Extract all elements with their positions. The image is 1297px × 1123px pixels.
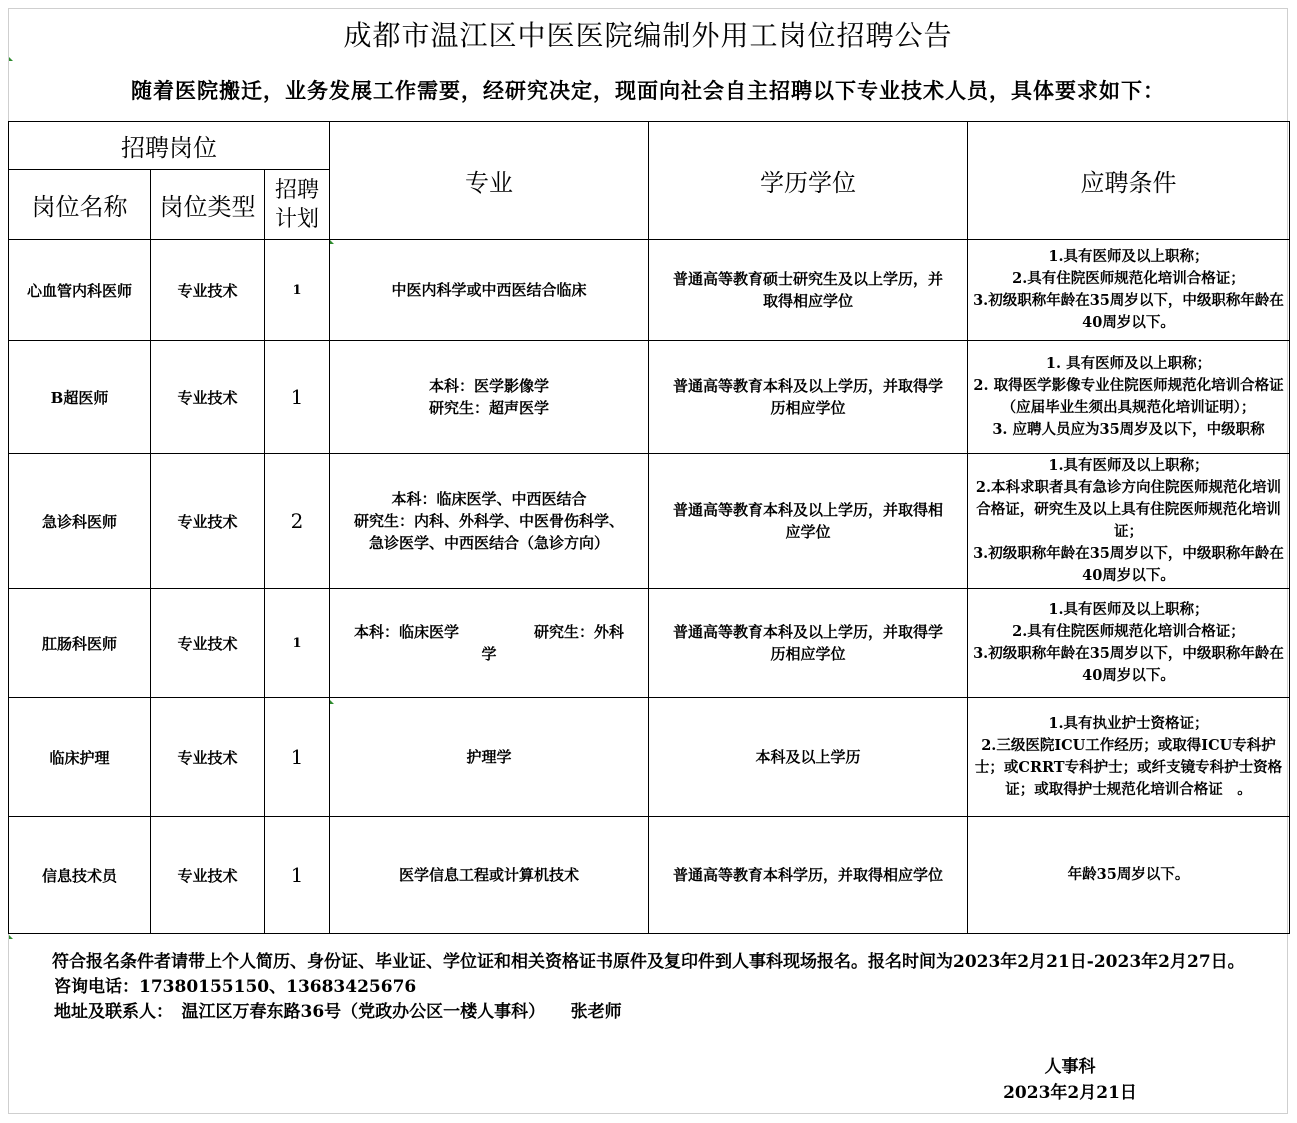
requirements-cell (968, 454, 1290, 589)
position-name-cell: B超医师 (9, 341, 151, 454)
requirement-item: 1.具有医师及以上职称； (1048, 248, 1209, 265)
header-plan (265, 170, 330, 240)
signature-date: 2023年2月21日 (1003, 1083, 1137, 1103)
requirement-item: 2.具有住院医师规范化培训合格证； (1012, 270, 1245, 287)
cell-marker (330, 240, 334, 244)
position-name-cell: 心血管内科医师 (9, 240, 151, 341)
requirement-item: 1.具有执业护士资格证； (1048, 715, 1209, 732)
education-cell (649, 341, 968, 454)
header-plan-line2: 计划 (274, 206, 319, 232)
education-line: 取得相应学位 (762, 292, 853, 310)
cell-marker (9, 57, 13, 61)
signature-department: 人事科 (1044, 1057, 1096, 1077)
contact-phone: 咨询电话：17380155150、13683425676 (54, 977, 417, 997)
major-line: 医学信息工程或计算机技术 (398, 866, 579, 884)
education-cell (649, 240, 968, 341)
requirement-item: 2.具有住院医师规范化培训合格证； (1012, 623, 1245, 640)
requirements-cell (968, 698, 1290, 817)
major-line: 本科：临床医学 研究生：外科 (353, 623, 624, 641)
requirements-cell (968, 240, 1290, 341)
education-line: 历相应学位 (770, 399, 846, 417)
major-line: 研究生：内科、外科学、中医骨伤科学、 (353, 512, 624, 530)
position-name-cell: 急诊科医师 (9, 454, 151, 589)
requirement-item: 年龄35周岁以下。 (1067, 866, 1190, 883)
intro-paragraph: 随着医院搬迁，业务发展工作需要，经研究决定，现面向社会自主招聘以下专业技术人员，具体要求如下： (131, 78, 1165, 103)
major-line: 学 (481, 645, 497, 663)
contact-address: 地址及联系人： 温江区万春东路36号（党政办公区一楼人事科） 张老师 (54, 1002, 622, 1022)
footer (14, 950, 1282, 1025)
requirement-item: 2.本科求职者具有急诊方向住院医师规范化培训合格证，研究生及以上具有住院医师规范化培训证； (975, 479, 1282, 540)
plan-count-cell: 1 (265, 240, 330, 341)
education-line: 普通高等教育本科及以上学历，并取得学 (672, 623, 943, 641)
plan-count-cell: 1 (265, 817, 330, 934)
position-type-cell: 专业技术 (151, 341, 265, 454)
major-line: 本科：医学影像学 (428, 377, 549, 395)
education-line: 应学位 (785, 523, 831, 541)
requirement-item: 3. 应聘人员应为35周岁及以下，中级职称 (992, 421, 1265, 438)
major-cell (330, 454, 649, 589)
position-name-cell: 信息技术员 (9, 817, 151, 934)
plan-count-cell: 1 (265, 341, 330, 454)
table-row (9, 817, 1290, 934)
major-cell (330, 698, 649, 817)
education-cell (649, 454, 968, 589)
table-body (9, 240, 1290, 934)
cell-marker (330, 700, 334, 704)
major-cell (330, 240, 649, 341)
major-line: 本科：临床医学、中西医结合 (391, 490, 587, 508)
major-cell (330, 817, 649, 934)
plan-count-cell: 2 (265, 454, 330, 589)
position-name-cell: 临床护理 (9, 698, 151, 817)
education-line: 普通高等教育本科学历，并取得相应学位 (672, 866, 943, 884)
table-row (9, 454, 1290, 589)
header-recruitment-position: 招聘岗位 (9, 122, 330, 170)
requirement-item: 3.初级职称年龄在35周岁以下，中级职称年龄在40周岁以下。 (973, 645, 1284, 684)
requirement-item: 2.三级医院ICU工作经历；或取得ICU专科护士；或CRRT专科护士；或纤支镜专科护士资格证；或取得护士规范化培训合格证 。 (974, 737, 1283, 798)
education-cell (649, 589, 968, 698)
position-type-cell: 专业技术 (151, 589, 265, 698)
page-title: 成都市温江区中医医院编制外用工岗位招聘公告 (343, 19, 953, 52)
major-line: 护理学 (466, 748, 512, 766)
plan-count-cell: 1 (265, 589, 330, 698)
header-education: 学历学位 (649, 122, 968, 240)
requirement-item: 1.具有医师及以上职称； (1048, 457, 1209, 474)
table-row (9, 698, 1290, 817)
position-type-cell: 专业技术 (151, 698, 265, 817)
table-row (9, 589, 1290, 698)
position-type-cell: 专业技术 (151, 454, 265, 589)
major-line: 中医内科学或中西医结合临床 (391, 281, 587, 299)
requirements-cell (968, 341, 1290, 454)
position-type-cell: 专业技术 (151, 817, 265, 934)
header-position-type: 岗位类型 (151, 170, 265, 240)
header-major: 专业 (330, 122, 649, 240)
education-line: 普通高等教育本科及以上学历，并取得学 (672, 377, 943, 395)
header-position-name: 岗位名称 (9, 170, 151, 240)
education-line: 普通高等教育硕士研究生及以上学历，并 (672, 270, 943, 288)
recruitment-table (8, 121, 1290, 934)
table-row (9, 240, 1290, 341)
position-type-cell: 专业技术 (151, 240, 265, 341)
education-cell (649, 698, 968, 817)
requirement-item: 1.具有医师及以上职称； (1048, 601, 1209, 618)
requirement-item: 2. 取得医学影像专业住院医师规范化培训合格证（应届毕业生须出具规范化培训证明）； (973, 377, 1284, 416)
major-line: 研究生：超声医学 (428, 399, 549, 417)
header-plan-line1: 招聘 (274, 177, 319, 203)
education-line: 普通高等教育本科及以上学历，并取得相 (672, 501, 943, 519)
registration-note: 符合报名条件者请带上个人简历、身份证、毕业证、学位证和相关资格证书原件及复印件到人事科现场报名。报名时间为2023年2月21日-2023年2月27日。 (52, 952, 1245, 972)
position-name-cell: 肛肠科医师 (9, 589, 151, 698)
education-line: 历相应学位 (770, 645, 846, 663)
header-requirements: 应聘条件 (968, 122, 1290, 240)
major-cell (330, 589, 649, 698)
major-line: 急诊医学、中西医结合（急诊方向） (368, 534, 609, 552)
major-cell (330, 341, 649, 454)
requirement-item: 1. 具有医师及以上职称； (1045, 355, 1212, 372)
education-line: 本科及以上学历 (755, 748, 861, 766)
requirement-item: 3.初级职称年龄在35周岁以下，中级职称年龄在40周岁以下。 (973, 545, 1284, 584)
requirement-item: 3.初级职称年龄在35周岁以下，中级职称年龄在40周岁以下。 (973, 292, 1284, 331)
cell-marker (9, 935, 13, 939)
education-cell (649, 817, 968, 934)
requirements-cell (968, 589, 1290, 698)
table-row (9, 341, 1290, 454)
plan-count-cell: 1 (265, 698, 330, 817)
requirements-cell (968, 817, 1290, 934)
